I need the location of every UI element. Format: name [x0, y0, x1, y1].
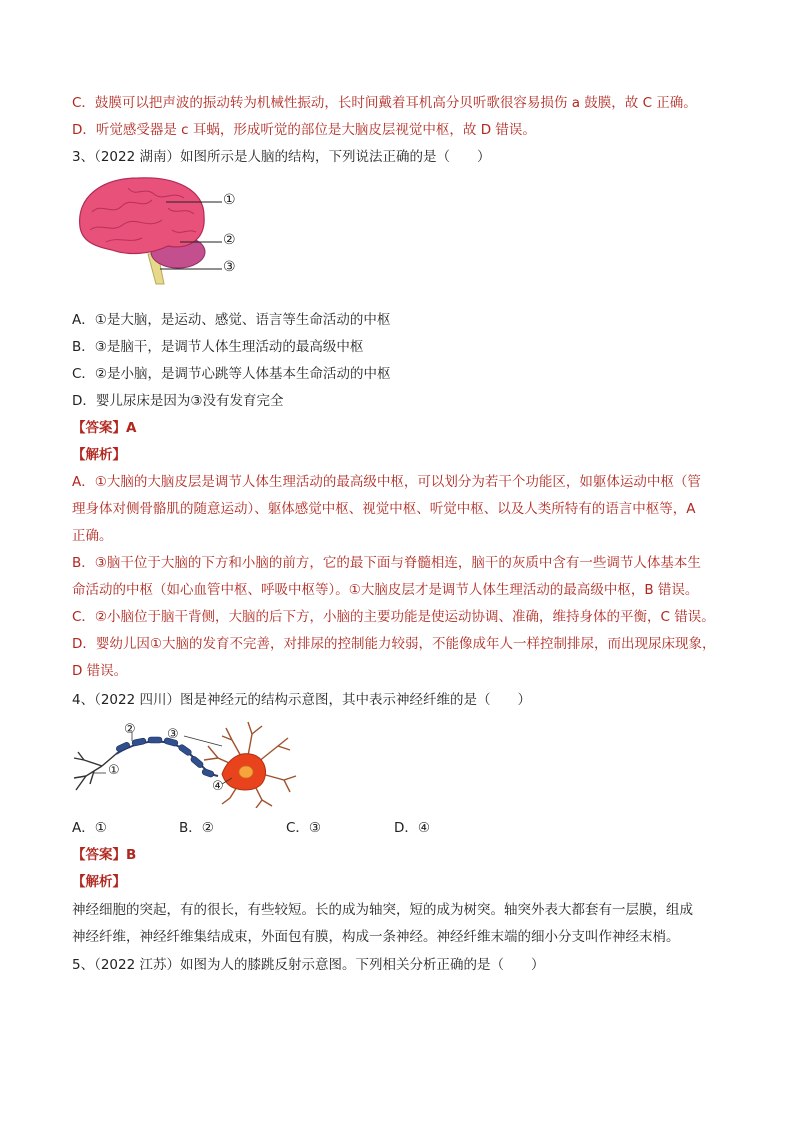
- q4-option-c: C．③: [286, 820, 322, 836]
- q3-option-c: C．②是小脑，是调节心跳等人体基本生命活动的中枢: [72, 366, 391, 382]
- q3-analysis-line: 正确。: [72, 528, 113, 544]
- q4-option-a: A．①: [72, 820, 107, 836]
- q2-option-c: C．鼓膜可以把声波的振动转为机械性振动，长时间戴着耳机高分贝听歌很容易损伤 a 鼓膜，故 C 正确。: [72, 95, 697, 111]
- nucleus-shape: [239, 766, 253, 778]
- q3-analysis-line: B．③脑干位于大脑的下方和小脑的前方，它的最下面与脊髓相连，脑干的灰质中含有一些调节人体基本生: [72, 555, 701, 571]
- q3-analysis-line: D．婴幼儿因①大脑的发育不完善，对排尿的控制能力较弱，不能像成年人一样控制排尿，而出现尿床现象，: [72, 636, 716, 652]
- neuron-figure: [72, 718, 302, 808]
- neuron-label-4: ④: [212, 779, 224, 794]
- q3-option-d: D．婴儿尿床是因为③没有发育完全: [72, 393, 284, 409]
- brain-label-1: ①: [223, 192, 236, 208]
- q3-option-b: B．③是脑干，是调节人体生理活动的最高级中枢: [72, 339, 364, 355]
- q4-stem: 4、（2022 四川）图是神经元的结构示意图，其中表示神经纤维的是（ ）: [72, 692, 531, 708]
- q3-analysis-line: 命活动的中枢（如心血管中枢、呼吸中枢等）。①大脑皮层才是调节人体生理活动的最高级中枢，B 错误。: [72, 582, 699, 598]
- neuron-label-3: ③: [167, 727, 179, 742]
- q2-option-d: D．听觉感受器是 c 耳蜗，形成听觉的部位是大脑皮层视觉中枢，故 D 错误。: [72, 122, 536, 138]
- q3-analysis-title: 【解析】: [72, 447, 126, 463]
- q4-options: [72, 818, 572, 838]
- neuron-label-1: ①: [108, 763, 120, 778]
- q3-stem: 3、（2022 湖南）如图所示是人脑的结构，下列说法正确的是（ ）: [72, 149, 491, 165]
- brain-label-3: ③: [223, 259, 236, 275]
- q4-option-d: D．④: [394, 820, 430, 836]
- q5-stem: 5、（2022 江苏）如图为人的膝跳反射示意图。下列相关分析正确的是（ ）: [72, 957, 545, 973]
- brain-figure: [72, 172, 272, 287]
- q3-option-a: A．①是大脑，是运动、感觉、语言等生命活动的中枢: [72, 312, 391, 328]
- q4-analysis-line: 神经纤维，神经纤维集结成束，外面包有膜，构成一条神经。神经纤维末端的细小分支叫作神经末梢。: [72, 929, 680, 945]
- q3-analysis-line: D 错误。: [72, 663, 128, 679]
- q3-analysis-line: C．②小脑位于脑干背侧，大脑的后下方，小脑的主要功能是使运动协调、准确，维持身体的平衡，C 错误。: [72, 609, 715, 625]
- brain-label-2: ②: [223, 232, 236, 248]
- q3-analysis-line: A．①大脑的大脑皮层是调节人体生理活动的最高级中枢，可以划分为若干个功能区，如躯体运动中枢（管: [72, 474, 701, 490]
- q4-analysis-line: 神经细胞的突起，有的很长，有些较短。长的成为轴突，短的成为树突。轴突外表大都套有一层膜，组成: [72, 902, 693, 918]
- q3-analysis-line: 理身体对侧骨骼肌的随意运动）、躯体感觉中枢、视觉中枢、听觉中枢、以及人类所特有的语言中枢等，A: [72, 501, 696, 517]
- q4-analysis-title: 【解析】: [72, 874, 126, 890]
- q3-answer: 【答案】A: [72, 420, 137, 436]
- q4-answer: 【答案】B: [72, 847, 137, 863]
- q4-option-b: B．②: [179, 820, 214, 836]
- neuron-label-2: ②: [124, 722, 136, 737]
